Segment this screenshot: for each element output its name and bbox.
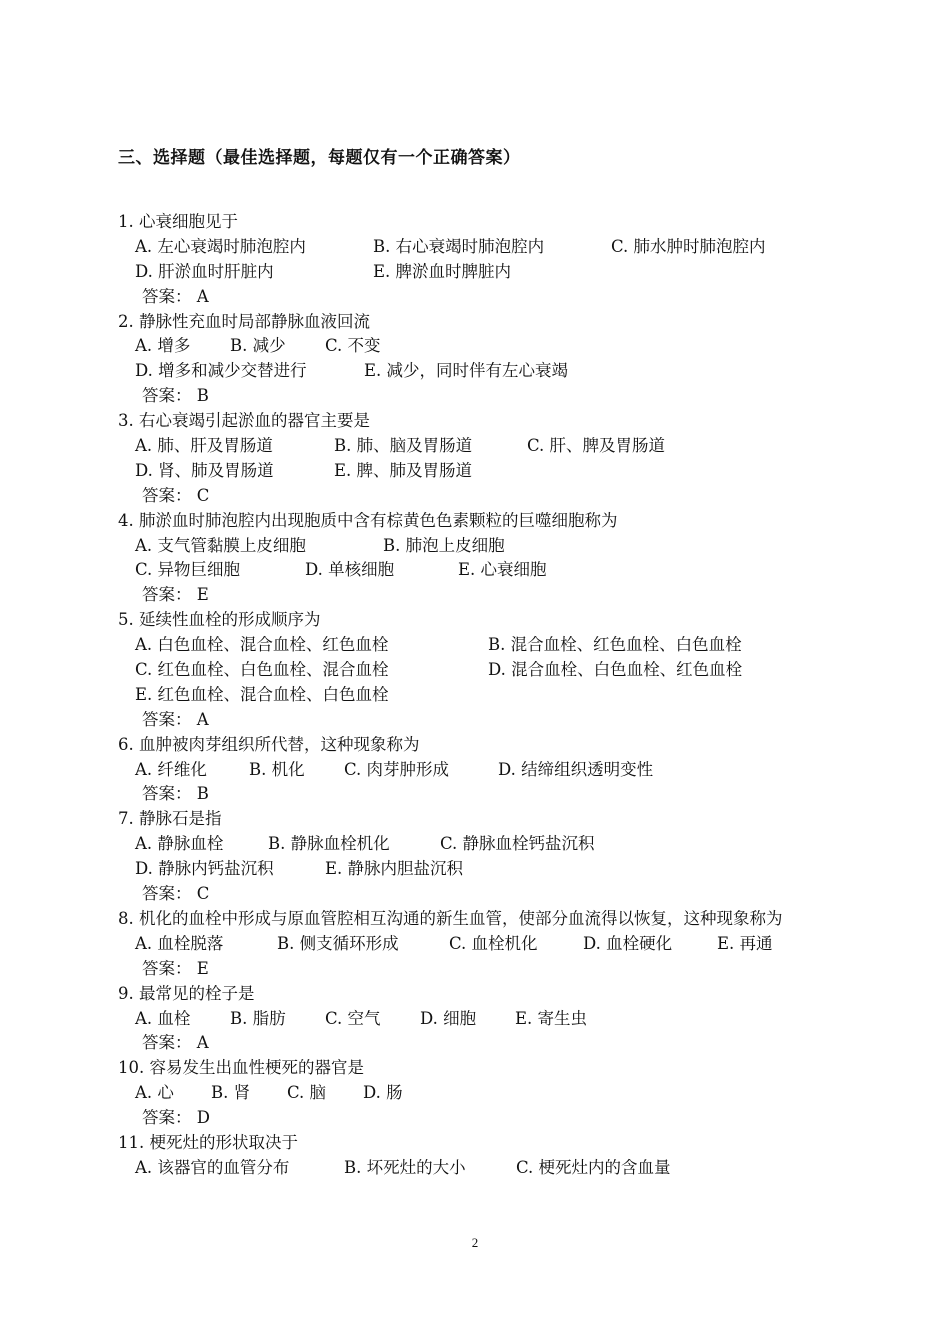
answer-option: D. 单核细胞 [305, 560, 395, 580]
answer-label: 答案： [142, 709, 192, 729]
answer-option: E. 心衰细胞 [458, 560, 547, 580]
answer-option: E. 脾、肺及胃肠道 [334, 460, 473, 480]
answer-value: A [196, 709, 209, 729]
option-row [118, 1007, 878, 1032]
option-row [118, 758, 878, 783]
page-number: 2 [471, 1235, 479, 1250]
answer-option: C. 肝、脾及胃肠道 [527, 436, 666, 456]
option-row [118, 683, 878, 708]
question-stem: 2. 静脉性充血时局部静脉血液回流 [118, 311, 370, 331]
answer-option: B. 静脉血栓机化 [268, 834, 390, 854]
answer-option: D. 肠 [363, 1083, 403, 1103]
option-row [118, 832, 878, 857]
answer-line [118, 384, 878, 409]
answer-option: C. 梗死灶内的含血量 [516, 1157, 671, 1177]
answer-option: B. 肺、脑及胃肠道 [334, 436, 473, 456]
answer-value: C [196, 485, 210, 505]
answer-label: 答案： [142, 1108, 192, 1128]
answer-option: A. 纤维化 [135, 759, 207, 779]
option-row [118, 260, 878, 285]
question-stem: 4. 肺淤血时肺泡腔内出现胞质中含有棕黄色色素颗粒的巨噬细胞称为 [118, 510, 618, 530]
answer-option: A. 心 [135, 1083, 174, 1103]
answer-option: D. 肝淤血时肝脏内 [135, 261, 274, 281]
answer-value: A [196, 286, 209, 306]
answer-option: E. 寄生虫 [515, 1008, 588, 1028]
answer-option: D. 增多和减少交替进行 [135, 361, 307, 381]
answer-option: C. 静脉血栓钙盐沉积 [440, 834, 595, 854]
answer-option: B. 混合血栓、红色血栓、白色血栓 [488, 635, 742, 655]
question-stem: 10. 容易发生出血性梗死的器官是 [118, 1058, 364, 1078]
answer-line [118, 957, 878, 982]
answer-line [118, 882, 878, 907]
answer-option: E. 红色血栓、混合血栓、白色血栓 [135, 684, 389, 704]
answer-option: A. 该器官的血管分布 [135, 1157, 290, 1177]
answer-line [118, 708, 878, 733]
option-row [118, 235, 878, 260]
section-title: 三、选择题（最佳选择题，每题仅有一个正确答案） [118, 148, 521, 168]
answer-option: A. 静脉血栓 [135, 834, 224, 854]
answer-line [118, 1031, 878, 1056]
option-row [118, 633, 878, 658]
answer-option: D. 静脉内钙盐沉积 [135, 859, 274, 879]
answer-value: B [196, 386, 209, 406]
answer-value: E [196, 585, 209, 605]
answer-label: 答案： [142, 485, 192, 505]
option-row [118, 459, 878, 484]
answer-option: D. 血栓硬化 [583, 933, 673, 953]
answer-option: B. 坏死灶的大小 [344, 1157, 466, 1177]
answer-option: B. 肺泡上皮细胞 [383, 535, 505, 555]
option-row [118, 658, 878, 683]
answer-option: A. 支气管黏膜上皮细胞 [135, 535, 306, 555]
answer-option: C. 肉芽肿形成 [344, 759, 450, 779]
answer-option: C. 肺水肿时肺泡腔内 [611, 236, 766, 256]
answer-value: C [196, 884, 210, 904]
answer-option: B. 机化 [249, 759, 305, 779]
option-row [118, 434, 878, 459]
answer-label: 答案： [142, 585, 192, 605]
question-stem: 8. 机化的血栓中形成与原血管腔相互沟通的新生血管，使部分血流得以恢复，这种现象称为 [118, 908, 783, 928]
answer-option: A. 白色血栓、混合血栓、红色血栓 [135, 635, 389, 655]
answer-label: 答案： [142, 784, 192, 804]
answer-option: B. 脂肪 [230, 1008, 286, 1028]
answer-value: A [196, 1033, 209, 1053]
answer-option: D. 肾、肺及胃肠道 [135, 460, 274, 480]
answer-option: C. 脑 [287, 1083, 327, 1103]
option-row [118, 359, 878, 384]
answer-option: C. 不变 [325, 336, 381, 356]
option-row [118, 1081, 878, 1106]
option-row [118, 558, 878, 583]
answer-option: E. 再通 [717, 933, 773, 953]
answer-option: B. 肾 [211, 1083, 251, 1103]
question-stem: 7. 静脉石是指 [118, 809, 222, 829]
option-row [118, 1156, 878, 1181]
answer-option: A. 血栓 [135, 1008, 191, 1028]
question-stem: 1. 心衰细胞见于 [118, 212, 238, 231]
answer-line [118, 484, 878, 509]
option-row [118, 534, 878, 559]
answer-option: A. 血栓脱落 [135, 933, 224, 953]
answer-line [118, 782, 878, 807]
answer-label: 答案： [142, 386, 192, 406]
answer-line [118, 285, 878, 310]
answer-option: E. 脾淤血时脾脏内 [373, 261, 512, 281]
answer-label: 答案： [142, 286, 192, 306]
answer-line [118, 1106, 878, 1131]
answer-label: 答案： [142, 958, 192, 978]
answer-option: C. 血栓机化 [449, 933, 538, 953]
answer-option: B. 侧支循环形成 [277, 933, 399, 953]
answer-option: D. 混合血栓、白色血栓、红色血栓 [488, 660, 743, 680]
answer-option: B. 右心衰竭时肺泡腔内 [373, 236, 545, 256]
answer-option: A. 肺、肝及胃肠道 [135, 436, 273, 456]
question-stem: 3. 右心衰竭引起淤血的器官主要是 [118, 411, 370, 431]
answer-label: 答案： [142, 884, 192, 904]
question-stem: 6. 血肿被肉芽组织所代替，这种现象称为 [118, 734, 420, 754]
answer-value: D [196, 1108, 210, 1128]
question-stem: 11. 梗死灶的形状取决于 [118, 1132, 298, 1152]
answer-option: A. 左心衰竭时肺泡腔内 [135, 236, 306, 256]
answer-option: E. 静脉内胆盐沉积 [325, 859, 464, 879]
question-stem: 5. 延续性血栓的形成顺序为 [118, 610, 321, 630]
option-row [118, 334, 878, 359]
answer-option: D. 细胞 [420, 1008, 477, 1028]
answer-option: C. 空气 [325, 1008, 381, 1028]
answer-option: B. 减少 [230, 336, 286, 356]
answer-option: C. 红色血栓、白色血栓、混合血栓 [135, 660, 389, 680]
option-row [118, 932, 878, 957]
answer-value: E [196, 958, 209, 978]
answer-option: A. 增多 [135, 336, 191, 356]
answer-option: D. 结缔组织透明变性 [498, 759, 654, 779]
answer-label: 答案： [142, 1033, 192, 1053]
answer-option: E. 减少，同时伴有左心衰竭 [364, 361, 569, 381]
answer-line [118, 583, 878, 608]
answer-option: C. 异物巨细胞 [135, 560, 241, 580]
answer-value: B [196, 784, 209, 804]
option-row [118, 857, 878, 882]
question-stem: 9. 最常见的栓子是 [118, 983, 255, 1003]
question-list [118, 210, 878, 1181]
